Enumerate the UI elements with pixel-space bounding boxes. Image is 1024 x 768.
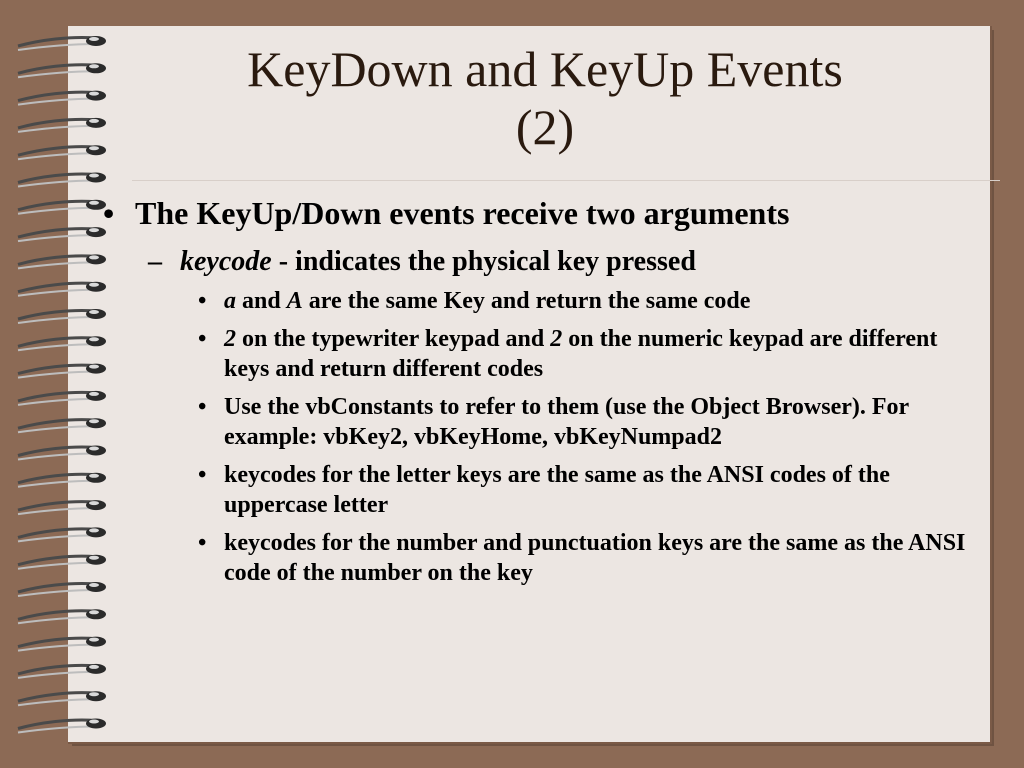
bullet-level-2: [148, 244, 696, 280]
bullet-text: The KeyUp/Down events receive two arguments: [135, 195, 790, 231]
bullet-icon: •: [198, 288, 207, 314]
bullet-icon: •: [198, 530, 207, 556]
bullet-level-1: [103, 193, 790, 233]
item-emphasis: 2: [224, 326, 236, 352]
list-item: [198, 460, 984, 520]
bullet-list-level-3: [198, 286, 984, 596]
item-emphasis: 2: [550, 326, 563, 352]
title-line-1: KeyDown and KeyUp Events: [247, 41, 843, 97]
list-item: [198, 324, 984, 384]
bullet-icon: •: [103, 195, 115, 231]
bullet-icon: •: [198, 394, 207, 420]
item-text: on the numeric keypad are different keys and return different codes: [224, 326, 938, 382]
item-text: keycodes for the letter keys are the same as the ANSI codes of the uppercase letter: [224, 462, 890, 518]
item-text: keycodes for the number and punctuation keys are the same as the ANSI code of the number on the key: [224, 530, 966, 586]
item-text: are the same Key and return the same code: [302, 288, 751, 314]
dash-icon: –: [148, 246, 162, 277]
list-item: [198, 286, 984, 316]
item-text: on the typewriter keypad and: [236, 326, 551, 352]
bullet-icon: •: [198, 462, 207, 488]
item-emphasis: a: [224, 288, 236, 314]
keycode-description: - indicates the physical key pressed: [271, 246, 696, 277]
list-item: [198, 528, 984, 588]
item-text: Use the vbConstants to refer to them (use the Object Browser). For example: vbKey2, vbKeyHome, vbKeyNumpad2: [224, 394, 909, 450]
list-item: [198, 392, 984, 452]
item-emphasis: A: [286, 288, 303, 314]
item-text: and: [236, 288, 287, 314]
keycode-term: keycode: [180, 246, 272, 277]
bullet-icon: •: [198, 326, 207, 352]
title-line-2: (2): [515, 99, 575, 155]
